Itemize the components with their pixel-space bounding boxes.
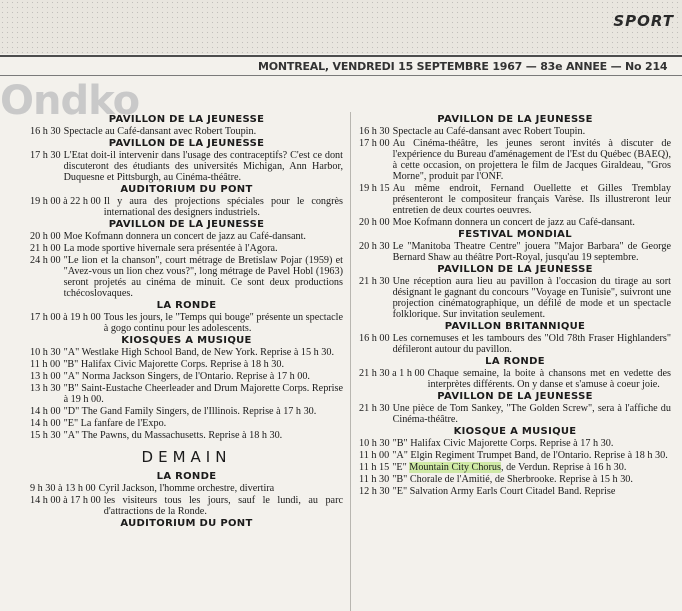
entry-time: 19 h 15 (359, 183, 390, 194)
entry-text: La mode sportive hivernale sera présentée à l'Agora. (63, 243, 278, 254)
schedule-entry (30, 196, 343, 218)
entry-time: 17 h 00 à 19 h 00 (30, 312, 101, 323)
dateline-rule (0, 75, 682, 76)
section-title: PAVILLON BRITANNIQUE (444, 321, 586, 332)
entry-text: "D" The Gand Family Singers, de l'Illinois. Reprise à 17 h 30. (63, 406, 317, 417)
entry-time: 13 h 00 (30, 371, 61, 382)
entry-time: 20 h 30 (359, 241, 390, 252)
schedule-entry (359, 403, 671, 425)
section-title: PAVILLON DE LA JEUNESSE (437, 114, 593, 125)
entry-time: 15 h 30 (30, 430, 61, 441)
section-title: KIOSQUE A MUSIQUE (453, 426, 577, 437)
entry-time: 20 h 00 (359, 217, 390, 228)
section-title-cut: AUDITORIUM DU PONT (120, 518, 253, 529)
entry-time: 19 h 00 à 22 h 00 (30, 196, 101, 207)
schedule-entry (359, 368, 671, 390)
entry-time: 11 h 30 (359, 474, 390, 485)
schedule-entry (30, 359, 343, 370)
section-title: PAVILLON DE LA JEUNESSE (437, 391, 593, 402)
schedule-entry (30, 243, 343, 254)
entry-text: Une pièce de Tom Sankey, "The Golden Screw", sera à l'affiche du Cinéma-théâtre. (392, 403, 671, 425)
entry-time: 9 h 30 à 13 h 00 (30, 483, 96, 494)
masthead-halftone (0, 0, 682, 54)
entry-time: 17 h 30 (30, 150, 61, 161)
entry-text: Au Cinéma-théâtre, les jeunes seront invités à discuter de l'expérience du Bureau d'aménagement de l'Est du Québec (BAEQ), à cette occasion, on projettera le film de Jacques Giraldeau, "Gros Morne", produit par l'ONF. (392, 138, 671, 182)
entry-time: 21 h 30 (359, 403, 390, 414)
entry-time: 21 h 30 a 1 h 00 (359, 368, 425, 379)
schedule-entry (30, 371, 343, 382)
entry-text: Spectacle au Café-dansant avec Robert Toupin. (63, 126, 257, 137)
schedule-entry (359, 438, 671, 449)
entry-text: Moe Kofmann donnera un concert de jazz au Café-dansant. (63, 231, 306, 242)
entry-text: "A" Westlake High School Band, de New York. Reprise à 15 h 30. (63, 347, 335, 358)
schedule-entry (30, 495, 343, 517)
schedule-entry (30, 347, 343, 358)
schedule-entry (359, 126, 671, 137)
section-title: LA RONDE (156, 300, 217, 311)
entry-text: "A" Norma Jackson Singers, de l'Ontario. Reprise à 17 h 00. (63, 371, 310, 382)
entry-time: 11 h 15 (359, 462, 390, 473)
entry-text: Tous les jours, le "Temps qui bouge" présente un spectacle à gogo continu pour les adolescents. (103, 312, 343, 334)
cut-headline: Ondko (0, 78, 140, 124)
entry-text: "B" Saint-Eustache Cheerleader and Drum Majorette Corps. Reprise à 19 h 00. (63, 383, 343, 405)
schedule-entry (30, 312, 343, 334)
entry-text: "B" Halifax Civic Majorette Corps. Reprise à 18 h 30. (63, 359, 284, 370)
section-label: SPORT (613, 12, 674, 30)
schedule-entry (30, 231, 343, 242)
entry-text: L'Etat doit-il intervenir dans l'usage des contraceptifs? C'est ce dont discuteront des étudiants des universités Michigan, Ann Harbor, Duquesne et Pittsburgh, au Cinéma-théâtre. (63, 150, 343, 183)
entry-time: 12 h 30 (359, 486, 390, 497)
entry-text: "A" Elgin Regiment Trumpet Band, de l'Ontario. Reprise à 18 h 30. (392, 450, 668, 461)
left-column (30, 113, 343, 529)
entry-time: 16 h 30 (30, 126, 61, 137)
entry-time: 10 h 30 (359, 438, 390, 449)
section-title: PAVILLON DE LA JEUNESSE (108, 138, 265, 149)
schedule-entry (30, 383, 343, 405)
section-title: FESTIVAL MONDIAL (458, 229, 572, 240)
entry-time: 10 h 30 (30, 347, 61, 358)
entry-text: Les cornemuses et les tambours des "Old 78th Fraser Highlanders" défileront autour du pavillon. (392, 333, 671, 355)
entry-time: 24 h 00 (30, 255, 61, 266)
entry-text: "E" Salvation Army Earls Court Citadel Band. Reprise (392, 486, 616, 497)
schedule-entry (359, 486, 671, 497)
entry-text: "B" Halifax Civic Majorette Corps. Reprise à 17 h 30. (392, 438, 614, 449)
entry-text: Cyril Jackson, l'homme orchestre, divertira (98, 483, 275, 494)
schedule-entry (30, 126, 343, 137)
entry-text: Chaque semaine, la boite à chansons met en vedette des interprètes différents. On y danse et s'amuse à coeur joie. (427, 368, 671, 390)
demain-heading: DEMAIN (141, 448, 232, 466)
entry-text: "E" La fanfare de l'Expo. (63, 418, 167, 429)
entry-time: 14 h 00 à 17 h 00 (30, 495, 101, 506)
schedule-entry (30, 255, 343, 299)
entry-time: 20 h 00 (30, 231, 61, 242)
schedule-entry (359, 276, 671, 320)
entry-text: Le "Manitoba Theatre Centre" jouera "Major Barbara" de George Bernard Shaw au théâtre Port-Royal, jusqu'au 19 septembre. (392, 241, 671, 263)
section-title: LA RONDE (485, 356, 545, 367)
entry-time: 16 h 00 (359, 333, 390, 344)
entry-time: 14 h 00 (30, 418, 61, 429)
schedule-entry (359, 462, 671, 473)
section-title: LA RONDE (156, 471, 217, 482)
entry-text-post: , de Verdun. Reprise à 16 h 30. (500, 462, 627, 473)
entry-time: 21 h 30 (359, 276, 390, 287)
schedule-entry (359, 333, 671, 355)
schedule-entry (359, 217, 671, 228)
entry-text: Au même endroit, Fernand Ouellette et Gilles Tremblay présenteront le compositeur français Varèse. Ils illustreront leur entretien de deux courtes oeuvres. (392, 183, 671, 216)
entry-time: 11 h 00 (359, 450, 390, 461)
right-column (359, 113, 671, 498)
entry-text: "A" The Pawns, du Massachusetts. Reprise à 18 h 30. (63, 430, 283, 441)
entry-text: Il y aura des projections spéciales pour le congrès international des designers industriels. (103, 196, 343, 218)
section-title: PAVILLON DE LA JEUNESSE (108, 219, 265, 230)
header-rule (0, 55, 682, 57)
schedule-entry (30, 483, 343, 494)
section-title: KIOSQUES A MUSIQUE (121, 335, 252, 346)
section-title: PAVILLON DE LA JEUNESSE (437, 264, 593, 275)
section-title: PAVILLON DE LA JEUNESSE (108, 114, 265, 125)
schedule-entry (359, 241, 671, 263)
highlighted-text: Mountain City Chorus (409, 462, 501, 473)
entry-time: 14 h 00 (30, 406, 61, 417)
schedule-entry (30, 430, 343, 441)
entry-text: les visiteurs tous les jours, sauf le lundi, au parc d'attractions de la Ronde. (103, 495, 343, 517)
schedule-entry (30, 406, 343, 417)
schedule-entry (359, 183, 671, 216)
dateline: MONTREAL, VENDREDI 15 SEPTEMBRE 1967 — 83e ANNEE — No 214 (258, 60, 668, 73)
entry-text: "B" Chorale de l'Amitié, de Sherbrooke. Reprise à 15 h 30. (392, 474, 633, 485)
entry-text: Moe Kofmann donnera un concert de jazz au Café-dansant. (392, 217, 635, 228)
entry-time: 16 h 30 (359, 126, 390, 137)
section-title: AUDITORIUM DU PONT (120, 184, 253, 195)
schedule-entry (359, 138, 671, 182)
entry-text: Une réception aura lieu au pavillon à l'occasion du tirage au sort désignant le gagnant du concours "Voyage en Tunisie", suivront une projection cinématographique, un défilé de mode et un spectacle folklorique. Sur invitation seulement. (392, 276, 671, 320)
entry-time: 17 h 00 (359, 138, 390, 149)
entry-text: "Le lion et la chanson", court métrage de Bretislaw Pojar (1959) et "Avez-vous un lion chez vous?", long métrage de Pavel Hobl (1963) seront projetés au cinéma de minuit. Ce sont deux productions tchécoslovaques. (63, 255, 343, 299)
schedule-entry (359, 450, 671, 461)
entry-time: 21 h 00 (30, 243, 61, 254)
entry-text: Spectacle au Café-dansant avec Robert Toupin. (392, 126, 586, 137)
schedule-entry (359, 474, 671, 485)
entry-text (392, 462, 671, 473)
entry-text-pre: "E" (392, 462, 410, 473)
schedule-entry (30, 150, 343, 183)
entry-time: 11 h 00 (30, 359, 61, 370)
column-divider (350, 112, 351, 611)
entry-time: 13 h 30 (30, 383, 61, 394)
schedule-entry (30, 418, 343, 429)
